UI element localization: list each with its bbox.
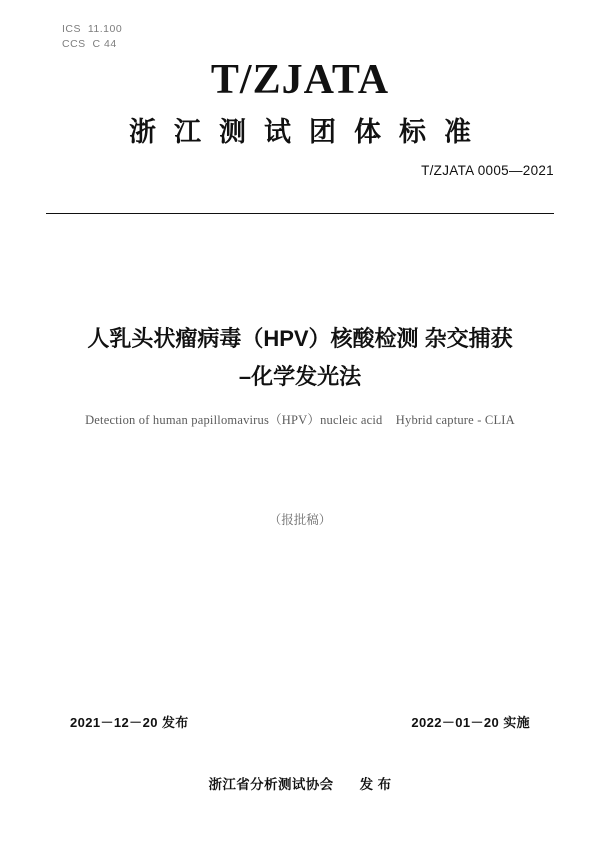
ccs-code: CCS C 44 xyxy=(62,38,117,50)
series-char-8: 准 xyxy=(444,117,471,147)
classification-codes xyxy=(62,22,122,52)
logo-text: T/ZJATA xyxy=(210,57,390,103)
series-char-7: 标 xyxy=(399,117,426,147)
publisher-action: 发 布 xyxy=(359,777,392,792)
series-char-3: 测 xyxy=(219,117,246,147)
series-char-6: 体 xyxy=(354,117,381,147)
publisher-organization: 浙江省分析测试协会 xyxy=(208,777,334,792)
series-char-2: 江 xyxy=(174,117,201,147)
publication-dates xyxy=(70,712,530,731)
ics-code: ICS 11.100 xyxy=(62,23,123,35)
document-title xyxy=(46,320,554,396)
series-char-4: 试 xyxy=(264,117,291,147)
document-title-line-2: –化学发光法 xyxy=(238,364,362,389)
document-title-line-1: 人乳头状瘤病毒（HPV）核酸检测 杂交捕获 xyxy=(87,326,513,351)
implementation-date: 2022－01－20 实施 xyxy=(411,715,530,730)
header-divider xyxy=(46,213,554,214)
publisher-line xyxy=(0,773,600,793)
series-char-1: 浙 xyxy=(129,117,156,147)
standard-logo xyxy=(0,56,600,104)
document-subtitle-english: Detection of human papillomavirus（HPV）nucleic acid Hybrid capture - CLIA xyxy=(85,413,515,427)
series-char-5: 团 xyxy=(309,117,336,147)
standard-series-title xyxy=(0,110,600,149)
issue-date: 2021－12－20 发布 xyxy=(70,715,189,730)
standard-number: T/ZJATA 0005—2021 xyxy=(421,163,554,178)
draft-status-note: （报批稿） xyxy=(268,513,332,527)
